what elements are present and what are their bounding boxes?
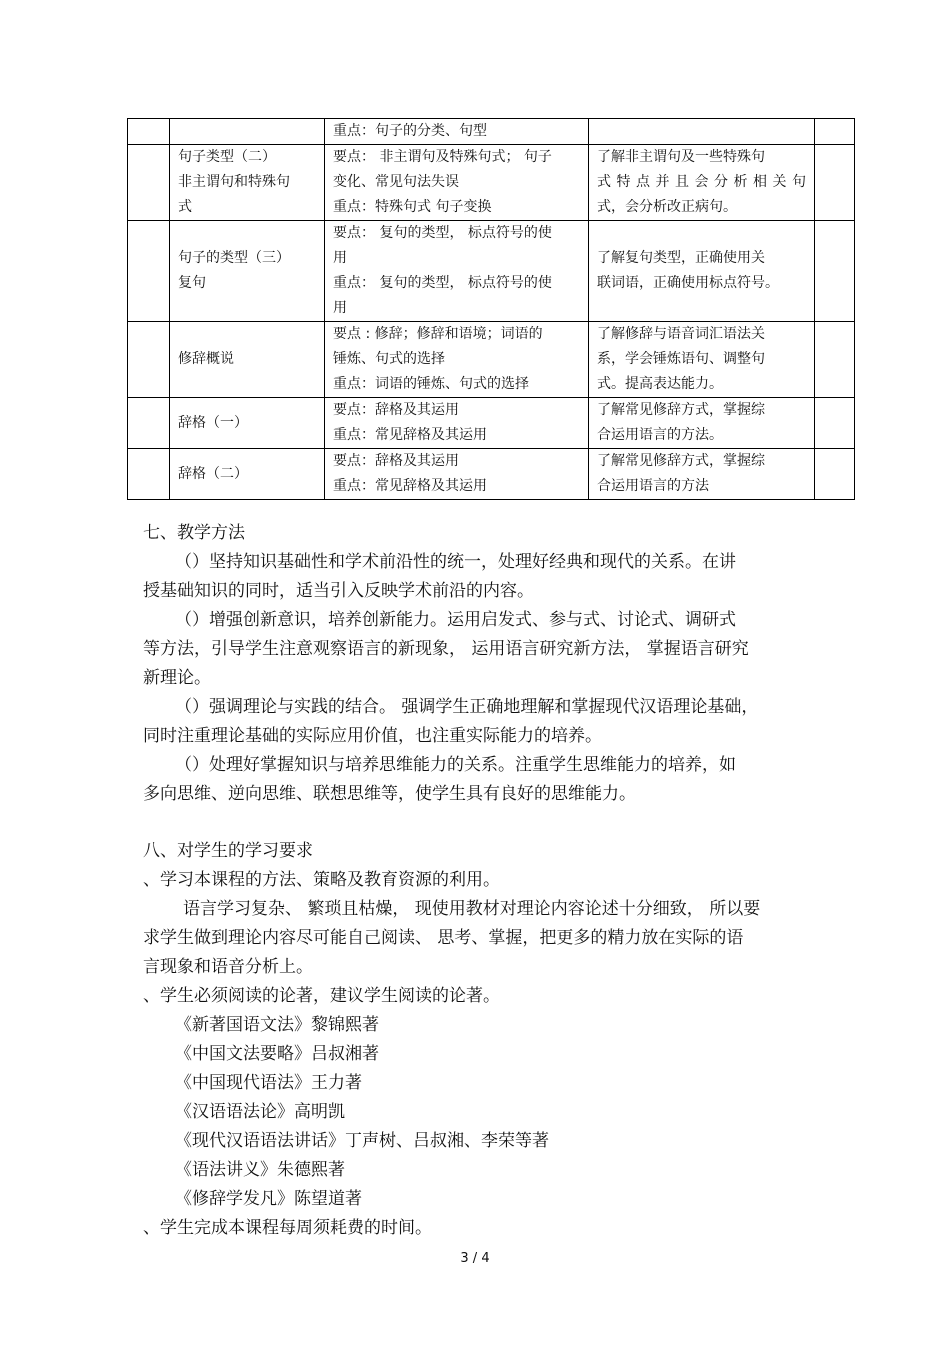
requirement-1-text-line-2: 求学生做到理论内容尽可能自己阅读、 思考、掌握，把更多的精力放在实际的语 (143, 928, 744, 948)
section-7-para-3-line-1: （）强调理论与实践的结合。 强调学生正确地理解和掌握现代汉语理论基础， (175, 697, 759, 717)
index-cell (128, 119, 170, 145)
content-line: 要点： 复句的类型， 标点符号的使 (333, 225, 552, 241)
section-spacer (143, 809, 813, 837)
hours-cell (815, 398, 855, 449)
content-line: 要点 : 修辞；修辞和语境；词语的 (333, 326, 543, 342)
goal-line: 合运用语言的方法。 (597, 427, 723, 443)
section-7-para-4-line-2: 多向思维、逆向思维、联想思维等，使学生具有良好的思维能力。 (143, 784, 636, 804)
goal-line: 式，会分析改正病句。 (597, 199, 737, 215)
requirement-1-text-line-3: 言现象和语音分析上。 (143, 957, 313, 977)
table-row (128, 221, 855, 322)
requirement-3: 、学生完成本课程每周须耗费的时间。 (143, 1218, 432, 1238)
goal-cell (589, 322, 815, 398)
topic-cell (170, 119, 325, 145)
goal-line: 式。提高表达能力。 (597, 376, 723, 392)
book-item: 《新著国语文法》黎锦熙著 (175, 1015, 379, 1035)
topic-line: 式 (178, 199, 192, 215)
content-line: 锤炼、句式的选择 (333, 351, 445, 367)
table-row (128, 449, 855, 500)
content-cell (325, 449, 589, 500)
content-cell (325, 145, 589, 221)
book-item: 《语法讲义》朱德熙著 (175, 1160, 345, 1180)
content-cell (325, 119, 589, 145)
content-line: 要点：辞格及其运用 (333, 453, 459, 469)
content-line: 重点： 复句的类型， 标点符号的使 (333, 275, 552, 291)
content-line: 用 (333, 250, 347, 266)
content-line: 重点：句子的分类、句型 (333, 123, 487, 139)
hours-cell (815, 221, 855, 322)
content-cell (325, 322, 589, 398)
content-line: 要点：辞格及其运用 (333, 402, 459, 418)
page-number: 3 / 4 (460, 1251, 490, 1266)
section-7-para-1-line-2: 授基础知识的同时，适当引入反映学术前沿的内容。 (143, 581, 534, 601)
section-7-heading: 七、教学方法 (143, 523, 245, 543)
hours-cell (815, 119, 855, 145)
index-cell (128, 145, 170, 221)
book-item: 《汉语语法论》高明凯 (175, 1102, 345, 1122)
index-cell (128, 398, 170, 449)
hours-cell (815, 449, 855, 500)
section-8-heading: 八、对学生的学习要求 (143, 841, 313, 861)
index-cell (128, 322, 170, 398)
topic-cell (170, 449, 325, 500)
goal-cell (589, 145, 815, 221)
index-cell (128, 221, 170, 322)
goal-line: 式特点并且会分析相关句 (597, 174, 806, 190)
requirement-1: 、学习本课程的方法、策略及教育资源的利用。 (143, 870, 500, 890)
goal-line: 了解修辞与语音词汇语法关 (597, 326, 765, 342)
hours-cell (815, 322, 855, 398)
content-line: 变化、常见句法失误 (333, 174, 459, 190)
topic-line: 非主谓句和特殊句 (178, 174, 290, 190)
table-row (128, 119, 855, 145)
topic-cell (170, 145, 325, 221)
hours-cell (815, 145, 855, 221)
goal-line: 了解常见修辞方式，掌握综 (597, 402, 765, 418)
section-7-para-4-line-1: （）处理好掌握知识与培养思维能力的关系。注重学生思维能力的培养，如 (175, 755, 736, 775)
goal-line: 合运用语言的方法 (597, 478, 709, 494)
goal-line: 了解非主谓句及一些特殊句 (597, 149, 765, 165)
section-7-para-2-line-3: 新理论。 (143, 668, 211, 688)
document-body (143, 519, 813, 1243)
goal-cell (589, 221, 815, 322)
syllabus-table (127, 118, 855, 500)
goal-cell (589, 449, 815, 500)
content-line: 重点：常见辞格及其运用 (333, 478, 487, 494)
content-line: 要点： 非主谓句及特殊句式； 句子 (333, 149, 552, 165)
syllabus-table-body (128, 119, 855, 500)
topic-line: 复句 (178, 275, 206, 291)
content-cell (325, 221, 589, 322)
requirement-2: 、学生必须阅读的论著，建议学生阅读的论著。 (143, 986, 500, 1006)
goal-line: 系，学会锤炼语句、调整句 (597, 351, 765, 367)
goal-line: 了解复句类型，正确使用关 (597, 250, 765, 266)
topic-cell (170, 322, 325, 398)
book-item: 《中国现代语法》王力著 (175, 1073, 362, 1093)
section-7-para-2-line-2: 等方法，引导学生注意观察语言的新现象， 运用语言研究新方法， 掌握语言研究 (143, 639, 749, 659)
table-row (128, 322, 855, 398)
content-cell (325, 398, 589, 449)
topic-cell (170, 398, 325, 449)
topic-line: 辞格（一） (178, 414, 248, 431)
goal-cell (589, 398, 815, 449)
goal-cell (589, 119, 815, 145)
topic-line: 句子类型（二） (178, 149, 276, 165)
section-7-para-3-line-2: 同时注重理论基础的实际应用价值，也注重实际能力的培养。 (143, 726, 602, 746)
table-row (128, 145, 855, 221)
book-item: 《中国文法要略》吕叔湘著 (175, 1044, 379, 1064)
topic-line: 修辞概说 (178, 351, 234, 367)
goal-line: 了解常见修辞方式，掌握综 (597, 453, 765, 469)
content-line: 重点：词语的锤炼、句式的选择 (333, 376, 529, 392)
content-line: 重点：常见辞格及其运用 (333, 427, 487, 443)
content-line: 重点：特殊句式 句子变换 (333, 199, 492, 215)
index-cell (128, 449, 170, 500)
goal-line: 联词语，正确使用标点符号。 (597, 275, 779, 291)
content-line: 用 (333, 300, 347, 316)
table-row (128, 398, 855, 449)
section-7-para-1-line-1: （）坚持知识基础性和学术前沿性的统一，处理好经典和现代的关系。在讲 (175, 552, 736, 572)
requirement-1-text-line-1: 语言学习复杂、 繁琐且枯燥， 现使用教材对理论内容论述十分细致， 所以要 (183, 899, 761, 919)
topic-line: 句子的类型（三） (178, 250, 290, 266)
topic-cell (170, 221, 325, 322)
topic-line: 辞格（二） (178, 465, 248, 482)
book-item: 《现代汉语语法讲话》丁声树、吕叔湘、李荣等著 (175, 1131, 549, 1151)
section-7-para-2-line-1: （）增强创新意识，培养创新能力。运用启发式、参与式、讨论式、调研式 (175, 610, 736, 630)
book-item: 《修辞学发凡》陈望道著 (175, 1189, 362, 1209)
